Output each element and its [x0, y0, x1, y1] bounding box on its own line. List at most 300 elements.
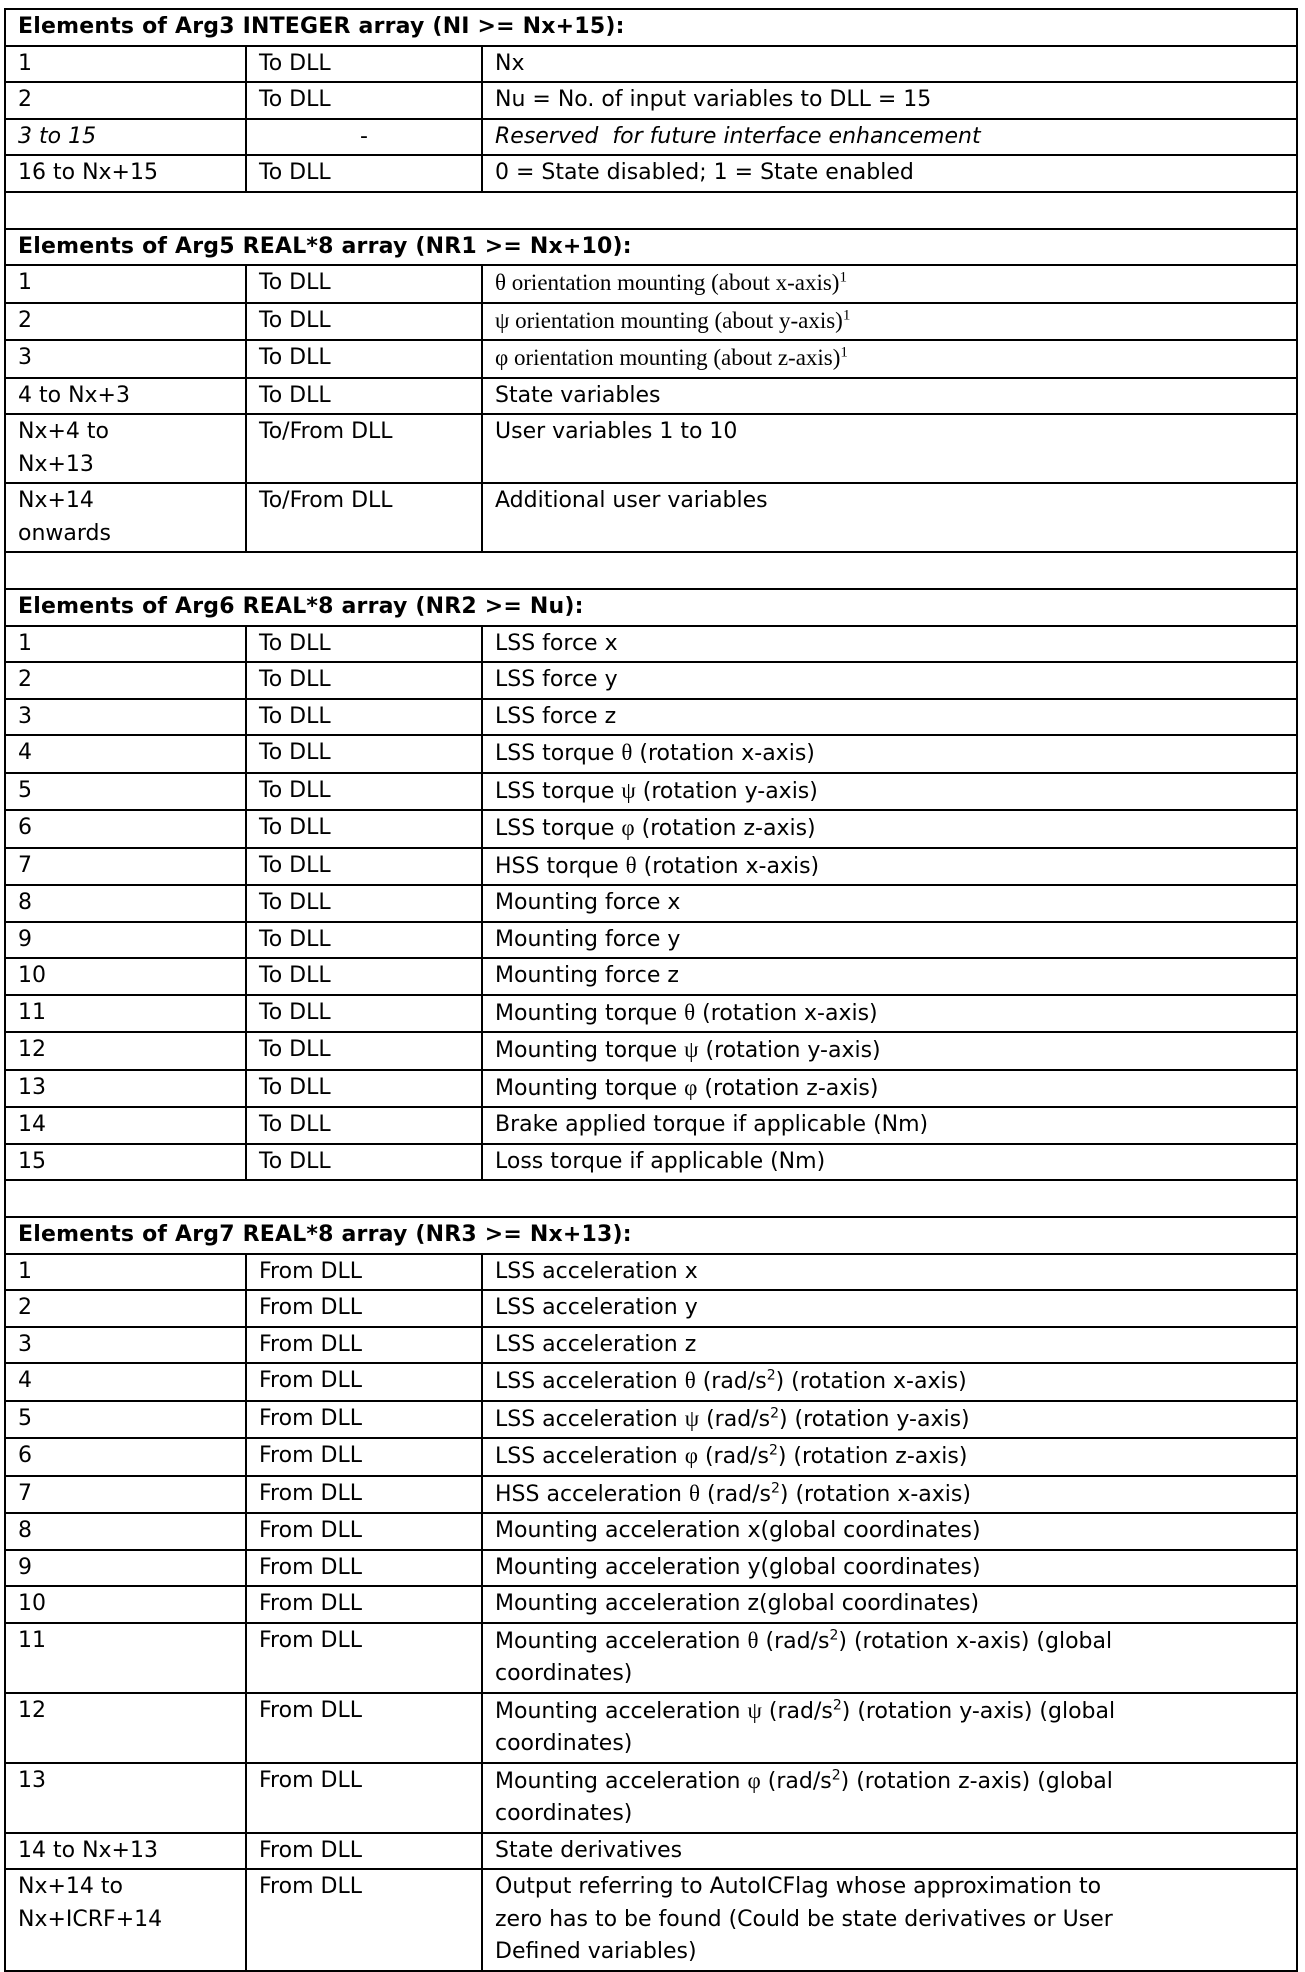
description-text: Mounting acceleration z(global coordinates): [495, 1591, 980, 1616]
description-text: Mounting acceleration: [495, 1628, 748, 1654]
element-index: 3: [18, 703, 32, 729]
element-index: 1: [18, 630, 32, 656]
element-index-cell: [5, 699, 246, 736]
direction-cell: [246, 1476, 482, 1514]
direction-label: From DLL: [259, 1767, 362, 1793]
element-index-cell: [5, 885, 246, 922]
element-index-cell: [5, 1144, 246, 1181]
direction-label: To DLL: [259, 270, 331, 295]
table-row: [5, 848, 1297, 886]
description-cell: [482, 414, 1297, 483]
direction-cell: [246, 1513, 482, 1550]
direction-label: From DLL: [259, 1874, 362, 1899]
description-cell: [482, 1363, 1297, 1401]
direction-cell: [246, 699, 482, 736]
direction-cell: [246, 46, 482, 83]
element-index: Nx+14: [18, 488, 94, 513]
description-cell: [482, 483, 1297, 552]
table-row: [5, 1290, 1297, 1327]
table-row: [5, 773, 1297, 811]
element-index-cell: [5, 1290, 246, 1327]
description-cell: [482, 265, 1297, 303]
table-row: [5, 46, 1297, 83]
description-text: 2: [832, 1697, 842, 1714]
description-text: coordinates): [495, 1731, 633, 1756]
direction-cell: [246, 1833, 482, 1870]
element-index-cell: [5, 1107, 246, 1144]
description-text: 1: [839, 269, 847, 286]
description-text: Loss torque if applicable (Nm): [495, 1148, 826, 1174]
direction-label: To DLL: [259, 963, 331, 988]
element-index: onwards: [18, 520, 111, 546]
direction-label: To DLL: [259, 667, 331, 692]
table-row: [5, 414, 1297, 483]
element-index-cell: [5, 1254, 246, 1291]
direction-cell: [246, 626, 482, 663]
direction-label: From DLL: [259, 1368, 362, 1393]
description-cell: [482, 662, 1297, 699]
description-text: 1: [840, 344, 848, 361]
table-row: [5, 699, 1297, 736]
description-text: (rotation z-axis): [634, 816, 816, 841]
element-index-cell: [5, 958, 246, 995]
table-row: [5, 1623, 1297, 1693]
element-index-cell: [5, 1869, 246, 1971]
direction-cell: [246, 1623, 482, 1693]
direction-label: To DLL: [259, 1112, 331, 1137]
table-row: [5, 1833, 1297, 1870]
description-cell: [482, 735, 1297, 773]
element-index-cell: [5, 119, 246, 156]
element-index: 5: [18, 1405, 32, 1431]
table-row: [5, 155, 1297, 192]
element-index: 7: [18, 852, 32, 878]
element-index: 2: [18, 87, 32, 112]
direction-cell: [246, 155, 482, 192]
element-index: Nx+13: [18, 451, 94, 477]
section-header-row: [5, 1217, 1297, 1254]
table-row: [5, 958, 1297, 995]
description-text: θ: [747, 1627, 759, 1653]
table-row: [5, 1254, 1297, 1291]
element-index-cell: [5, 265, 246, 303]
element-index-cell: [5, 1623, 246, 1693]
element-index-cell: [5, 848, 246, 886]
description-text: ) (rotation z-axis): [777, 1444, 968, 1469]
element-index-cell: [5, 378, 246, 415]
section-title: Elements of Arg3 INTEGER array (NI >= Nx+15):: [5, 9, 1297, 46]
description-text: θ: [684, 1368, 696, 1393]
section-title: Elements of Arg5 REAL*8 array (NR1 >= Nx+10):: [5, 229, 1297, 266]
description-text: (rad/s: [761, 1698, 833, 1724]
direction-cell: [246, 922, 482, 959]
description-text: LSS acceleration: [495, 1444, 685, 1469]
direction-label: To DLL: [259, 160, 331, 185]
description-text: ) (rotation y-axis): [778, 1406, 970, 1432]
description-text: φ: [747, 1767, 761, 1793]
table-row: [5, 1586, 1297, 1623]
description-cell: [482, 626, 1297, 663]
element-index-cell: [5, 1032, 246, 1070]
table-row: [5, 265, 1297, 303]
element-index-cell: [5, 1550, 246, 1587]
element-index: 15: [18, 1148, 46, 1174]
description-text: ψ: [621, 777, 636, 803]
element-index-cell: [5, 735, 246, 773]
direction-label: To DLL: [259, 307, 331, 333]
direction-label: From DLL: [259, 1591, 362, 1616]
element-index-cell: [5, 1070, 246, 1108]
description-text: (rotation z-axis): [697, 1075, 879, 1101]
element-index: 10: [18, 963, 46, 988]
direction-label: From DLL: [259, 1627, 362, 1653]
table-row: [5, 885, 1297, 922]
direction-cell: [246, 1438, 482, 1476]
description-text: ψ orientation mounting (about y-axis): [495, 307, 843, 333]
direction-label: To DLL: [259, 1074, 331, 1100]
direction-label: From DLL: [259, 1697, 362, 1723]
description-cell: [482, 1032, 1297, 1070]
table-gap-cell: [5, 1180, 1297, 1217]
element-index: 9: [18, 1554, 32, 1580]
table-row: [5, 1401, 1297, 1439]
element-index: 7: [18, 1480, 32, 1506]
description-cell: [482, 995, 1297, 1033]
description-text: User variables 1 to 10: [495, 419, 738, 444]
element-index: 12: [18, 1697, 46, 1723]
description-cell: [482, 155, 1297, 192]
description-text: State derivatives: [495, 1837, 683, 1863]
description-text: φ: [684, 1443, 698, 1468]
description-text: ψ: [684, 1037, 699, 1062]
section-header-row: [5, 589, 1297, 626]
table-row: [5, 1032, 1297, 1070]
description-text: LSS force x: [495, 630, 618, 656]
direction-cell: [246, 735, 482, 773]
element-index-cell: [5, 1438, 246, 1476]
description-text: LSS force y: [495, 667, 618, 692]
direction-cell: [246, 1693, 482, 1763]
element-index-cell: [5, 82, 246, 119]
description-text: ) (rotation x-axis): [775, 1369, 967, 1394]
table-row: [5, 1476, 1297, 1514]
description-text: θ: [625, 852, 637, 878]
direction-cell: [246, 378, 482, 415]
description-cell: [482, 1586, 1297, 1623]
element-index: 14 to Nx+13: [18, 1837, 158, 1863]
table-row: [5, 1869, 1297, 1971]
table-row: [5, 340, 1297, 378]
description-text: LSS acceleration x: [495, 1258, 698, 1284]
direction-label: From DLL: [259, 1331, 362, 1357]
description-text: (rad/s: [697, 1444, 769, 1469]
section-header-row: [5, 229, 1297, 266]
dll-interface-table: [4, 8, 1298, 1972]
element-index: 3: [18, 1331, 32, 1357]
element-index: Nx+14 to: [18, 1874, 123, 1899]
description-text: Mounting acceleration: [495, 1768, 748, 1794]
description-text: (rad/s: [695, 1369, 767, 1394]
description-text: 2: [768, 1442, 778, 1459]
description-text: ) (rotation x-axis): [779, 1481, 971, 1507]
element-index-cell: [5, 662, 246, 699]
description-text: coordinates): [495, 1661, 633, 1686]
description-text: LSS torque: [495, 816, 622, 841]
element-index-cell: [5, 1363, 246, 1401]
element-index-cell: [5, 1833, 246, 1870]
description-text: (rotation x-axis): [695, 1000, 878, 1026]
direction-cell: [246, 958, 482, 995]
description-text: Mounting torque: [495, 1038, 685, 1063]
description-text: ψ: [684, 1405, 700, 1431]
table-row: [5, 1144, 1297, 1181]
description-cell: [482, 1550, 1297, 1587]
direction-label: -: [360, 123, 368, 149]
direction-label: To DLL: [259, 1037, 331, 1062]
description-cell: [482, 1623, 1297, 1693]
description-text: LSS acceleration y: [495, 1295, 698, 1320]
description-cell: [482, 810, 1297, 848]
table-row: [5, 303, 1297, 341]
section-title: Elements of Arg7 REAL*8 array (NR3 >= Nx+13):: [5, 1217, 1297, 1254]
description-text: Mounting force y: [495, 926, 681, 952]
section-gap-row: [5, 552, 1297, 589]
direction-label: To/From DLL: [259, 419, 393, 444]
direction-cell: [246, 1401, 482, 1439]
description-text: 2: [829, 1627, 839, 1644]
description-text: LSS torque: [495, 778, 622, 804]
direction-label: From DLL: [259, 1258, 362, 1284]
table-row: [5, 626, 1297, 663]
description-text: ) (rotation y-axis) (global: [841, 1698, 1116, 1724]
description-text: Mounting acceleration x(global coordinates): [495, 1518, 981, 1543]
description-text: 2: [770, 1480, 780, 1497]
description-cell: [482, 699, 1297, 736]
description-cell: [482, 1438, 1297, 1476]
description-text: Mounting force z: [495, 963, 679, 988]
element-index: 12: [18, 1037, 46, 1062]
direction-cell: [246, 1550, 482, 1587]
description-text: ) (rotation z-axis) (global: [840, 1768, 1113, 1794]
description-text: (rad/s: [758, 1628, 830, 1654]
description-text: zero has to be found (Could be state derivatives or User: [495, 1906, 1113, 1932]
description-text: Nx: [495, 50, 525, 76]
element-index: 1: [18, 270, 32, 295]
element-index: 13: [18, 1767, 46, 1793]
direction-cell: [246, 414, 482, 483]
section-header-row: [5, 9, 1297, 46]
direction-label: From DLL: [259, 1554, 362, 1580]
description-text: 1: [842, 307, 851, 324]
direction-label: To DLL: [259, 815, 331, 840]
direction-label: To DLL: [259, 87, 331, 112]
element-index-cell: [5, 1693, 246, 1763]
table-row: [5, 662, 1297, 699]
description-text: coordinates): [495, 1801, 633, 1826]
description-cell: [482, 1290, 1297, 1327]
element-index-cell: [5, 483, 246, 552]
element-index: Nx+4 to: [18, 419, 109, 444]
description-cell: [482, 1327, 1297, 1364]
description-text: θ: [684, 999, 696, 1025]
description-text: 0 = State disabled; 1 = State enabled: [495, 160, 914, 185]
element-index-cell: [5, 773, 246, 811]
description-text: 2: [766, 1367, 776, 1384]
description-text: θ: [688, 1480, 701, 1506]
description-cell: [482, 378, 1297, 415]
description-text: (rotation y-axis): [698, 1038, 881, 1063]
direction-label: To DLL: [259, 1148, 331, 1174]
direction-label: To DLL: [259, 345, 331, 370]
table-row: [5, 483, 1297, 552]
direction-cell: [246, 1144, 482, 1181]
description-text: (rad/s: [700, 1481, 771, 1507]
description-text: ) (rotation x-axis) (global: [838, 1628, 1113, 1654]
direction-cell: [246, 483, 482, 552]
element-index-cell: [5, 46, 246, 83]
description-text: θ orientation mounting (about x-axis): [495, 270, 840, 295]
element-index: Nx+ICRF+14: [18, 1906, 163, 1932]
description-text: (rotation y-axis): [635, 778, 818, 804]
description-text: Output referring to AutoICFlag whose approximation to: [495, 1874, 1102, 1899]
element-index: 6: [18, 1443, 32, 1468]
direction-label: From DLL: [259, 1837, 362, 1863]
description-cell: [482, 1763, 1297, 1833]
description-text: (rotation x-axis): [632, 741, 815, 766]
description-text: HSS acceleration: [495, 1481, 689, 1507]
direction-label: From DLL: [259, 1518, 362, 1543]
element-index-cell: [5, 1401, 246, 1439]
element-index: 13: [18, 1074, 46, 1100]
element-index-cell: [5, 922, 246, 959]
description-cell: [482, 848, 1297, 886]
element-index-cell: [5, 1763, 246, 1833]
direction-label: To DLL: [259, 999, 331, 1025]
table-row: [5, 119, 1297, 156]
table-row: [5, 1107, 1297, 1144]
element-index-cell: [5, 1586, 246, 1623]
description-text: (rad/s: [699, 1406, 771, 1432]
description-cell: [482, 303, 1297, 341]
description-cell: [482, 1070, 1297, 1108]
direction-cell: [246, 82, 482, 119]
direction-label: To DLL: [259, 852, 331, 878]
description-cell: [482, 82, 1297, 119]
direction-label: To DLL: [259, 630, 331, 656]
element-index: 2: [18, 307, 32, 333]
direction-cell: [246, 303, 482, 341]
table-gap-cell: [5, 552, 1297, 589]
element-index: 16 to Nx+15: [18, 160, 158, 185]
section-gap-row: [5, 192, 1297, 229]
direction-cell: [246, 1327, 482, 1364]
direction-cell: [246, 773, 482, 811]
element-index: 11: [18, 1627, 46, 1653]
description-cell: [482, 1254, 1297, 1291]
direction-cell: [246, 1070, 482, 1108]
section-gap-row: [5, 1180, 1297, 1217]
description-cell: [482, 1401, 1297, 1439]
description-text: Mounting torque: [495, 1000, 685, 1026]
direction-cell: [246, 1869, 482, 1971]
description-cell: [482, 119, 1297, 156]
table-row: [5, 378, 1297, 415]
direction-cell: [246, 340, 482, 378]
description-cell: [482, 1144, 1297, 1181]
direction-label: From DLL: [259, 1443, 362, 1468]
direction-cell: [246, 1763, 482, 1833]
direction-cell: [246, 662, 482, 699]
element-index: 4 to Nx+3: [18, 382, 130, 408]
description-text: Additional user variables: [495, 488, 768, 513]
table-row: [5, 82, 1297, 119]
table-row: [5, 995, 1297, 1033]
description-cell: [482, 340, 1297, 378]
description-text: θ: [621, 740, 633, 765]
description-text: (rotation x-axis): [636, 853, 820, 879]
direction-label: To DLL: [259, 777, 331, 803]
description-text: Mounting acceleration y(global coordinates): [495, 1554, 981, 1580]
description-text: LSS force z: [495, 703, 617, 729]
description-text: HSS torque: [495, 853, 626, 879]
element-index: 11: [18, 999, 46, 1025]
table-row: [5, 735, 1297, 773]
description-text: LSS acceleration: [495, 1406, 685, 1432]
section-title: Elements of Arg6 REAL*8 array (NR2 >= Nu):: [5, 589, 1297, 626]
description-cell: [482, 1107, 1297, 1144]
element-index: 1: [18, 50, 32, 76]
table-row: [5, 1513, 1297, 1550]
description-text: Mounting torque: [495, 1075, 685, 1101]
element-index: 8: [18, 1518, 32, 1543]
direction-cell: [246, 1254, 482, 1291]
description-text: (rad/s: [760, 1768, 832, 1794]
description-text: Reserved for future interface enhancement: [495, 123, 981, 149]
dll-interface-table-body: [5, 9, 1297, 1971]
description-text: φ: [621, 815, 635, 840]
direction-label: To/From DLL: [259, 488, 393, 513]
element-index: 2: [18, 667, 32, 692]
description-text: LSS acceleration z: [495, 1331, 697, 1357]
direction-label: To DLL: [259, 50, 331, 76]
direction-cell: [246, 1032, 482, 1070]
description-text: φ orientation mounting (about z-axis): [495, 345, 841, 370]
description-cell: [482, 1476, 1297, 1514]
direction-cell: [246, 1363, 482, 1401]
direction-label: From DLL: [259, 1295, 362, 1320]
table-row: [5, 1070, 1297, 1108]
element-index: 9: [18, 926, 32, 952]
element-index: 5: [18, 777, 32, 803]
description-cell: [482, 885, 1297, 922]
element-index: 1: [18, 1258, 32, 1284]
element-index: 4: [18, 740, 32, 765]
description-cell: [482, 1693, 1297, 1763]
element-index-cell: [5, 414, 246, 483]
element-index-cell: [5, 340, 246, 378]
description-text: Mounting acceleration: [495, 1698, 748, 1724]
description-cell: [482, 958, 1297, 995]
description-cell: [482, 773, 1297, 811]
direction-label: To DLL: [259, 382, 331, 408]
element-index: 14: [18, 1112, 46, 1137]
element-index: 10: [18, 1591, 46, 1616]
direction-cell: [246, 265, 482, 303]
element-index-cell: [5, 1327, 246, 1364]
table-gap-cell: [5, 192, 1297, 229]
direction-cell: [246, 848, 482, 886]
table-row: [5, 1363, 1297, 1401]
